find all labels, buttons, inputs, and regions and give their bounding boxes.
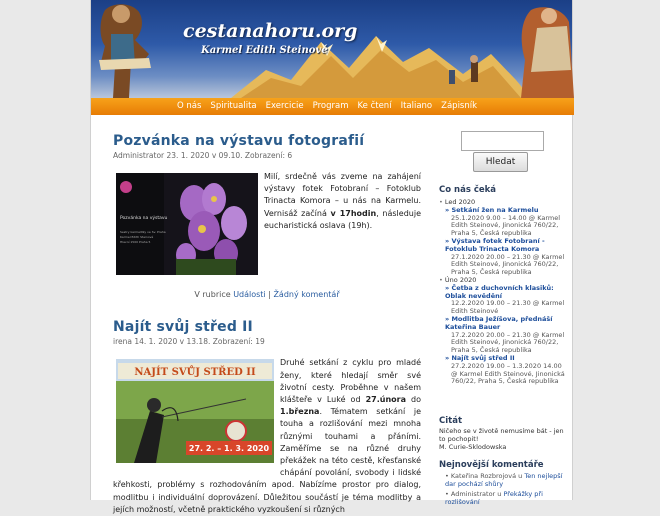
event-info: 17.2.2020 20.00 – 21.30 @ Karmel Edith Steinové, Jinonická 760/22, Praha 5, Česká republika <box>451 330 565 355</box>
quote-block <box>439 417 570 451</box>
comment-author: Administrator <box>450 490 496 498</box>
thumb-small-1: Sestry karmelitky ve Sv. Praha <box>120 230 166 234</box>
post-footer <box>113 283 421 301</box>
post-meta: Administrator 23. 1. 2020 v 09.10. Zobrazení: 6 <box>113 151 293 160</box>
event-link[interactable]: » Modlitba Ježíšova, přednáší Kateřina Bauer <box>445 316 570 332</box>
events-list <box>439 199 570 386</box>
comments-link[interactable]: Žádný komentář <box>273 290 340 300</box>
month-label: • Led 2020 <box>439 199 570 207</box>
event-link[interactable]: » Výstava fotek Fotobraní - Fotoklub Trinacta Komora <box>445 238 570 254</box>
main-nav <box>91 98 574 115</box>
event-info: 12.2.2020 19.00 – 21.30 @ Karmel Edith Steinové <box>451 299 565 316</box>
thumb-caption: Pozvánka na výstavu <box>120 216 168 221</box>
nav-item-exercicie[interactable]: Exercicie <box>265 101 304 111</box>
nav-item-zapisnik[interactable]: Zápisník <box>441 101 478 111</box>
event-item <box>445 238 570 277</box>
nav-item-ke-cteni[interactable]: Ke čtení <box>357 101 392 111</box>
search-input[interactable] <box>461 131 544 151</box>
post-text: , následuje eucharistická oslava (19h). <box>264 208 421 230</box>
flower-image <box>116 173 258 275</box>
comment-sep: u <box>516 472 525 480</box>
comment-author: Kateřina Rozbrojová <box>450 472 517 480</box>
header-artwork <box>91 0 574 98</box>
post-text-bold: 1.března <box>280 407 320 417</box>
month-label: • Úno 2020 <box>439 277 570 285</box>
event-link[interactable]: » Setkání žen na Karmelu <box>445 207 570 215</box>
nav-item-program[interactable]: Program <box>312 101 349 111</box>
search-button[interactable]: Hledat <box>473 152 528 172</box>
post-text-bold: 27.února <box>365 395 406 405</box>
category-link[interactable]: Události <box>233 290 266 300</box>
post-thumbnail[interactable] <box>116 359 274 467</box>
comment-item: • Administrator u Překážky při rozlišování <box>445 490 543 506</box>
comment-item: • Kateřina Rozbrojová u Ten nejlepší dar pochází shůry <box>445 472 563 488</box>
comments-heading: Nejnovější komentáře <box>439 460 544 470</box>
event-info: 27.1.2020 20.00 – 21.30 @ Karmel Edith Steinové, Jinonická 760/22, Praha 5, Česká republika <box>451 252 565 277</box>
poster-title: NAJÍT SVŮJ STŘED II <box>134 367 256 379</box>
nav-item-o-nas[interactable]: O nás <box>177 101 202 111</box>
post-body <box>113 171 421 301</box>
post-text: Milí, srdečně vás zveme na zahájení výstavy fotek Fotobraní – Fotoklub Trinacta Komora – u nás na Karmelu. Vernisáž začíná <box>264 172 421 218</box>
post-title[interactable]: Najít svůj střed II <box>113 319 253 336</box>
comment-post-link[interactable]: Překážky při rozlišování <box>445 490 543 506</box>
post-text: . Tématem setkání je touha a rozlišování mezi mnoha různými touhami a přáními. Zaměříme se na různé druhy překážek na této cestě, křesťanské chápání povolání, svobody i lidské křehkosti, problémy s rozhodováním apod. Nabízíme prostor pro dialog, modlitbu i individuální doprovázení. Důležitou součástí je téma modlitby a jejích možností, včetně praktického vyzkoušení si různých <box>113 407 421 514</box>
poster-image <box>116 359 274 463</box>
post-thumbnail[interactable] <box>116 173 258 279</box>
event-item <box>445 207 570 238</box>
post-text: do <box>405 395 422 405</box>
post-text: Druhé setkání z cyklu pro mladé ženy, které hledají směr své životní cesty. Proběhne v našem klášteře v Luké od <box>280 358 421 405</box>
event-info: 27.2.2020 19.00 – 1.3.2020 14.00 @ Karmel Edith Steinové, Jinonická 760/22, Praha 5, Česká republika <box>451 361 565 386</box>
recent-comments <box>439 461 570 506</box>
nav-item-italiano[interactable]: Italiano <box>400 101 433 111</box>
post-body <box>113 357 421 516</box>
quote-text: Ničeho se v životě nemusíme bát - jen to pochopit! <box>439 427 564 443</box>
post-meta: irena 14. 1. 2020 v 13.18. Zobrazení: 19 <box>113 337 265 347</box>
post-title[interactable]: Pozvánka na výstavu fotografií <box>113 133 365 149</box>
post-text-bold: v 17hodin <box>330 208 377 218</box>
page <box>90 0 573 514</box>
event-item <box>445 355 570 386</box>
event-item <box>445 316 570 355</box>
site-title[interactable]: cestanahoru.org <box>183 20 358 42</box>
event-info: 25.1.2020 9.00 – 14.00 @ Karmel Edith Steinové, Jinonická 760/22, Praha 5, Česká republika <box>451 213 561 238</box>
events-heading: Co nás čeká <box>439 185 497 195</box>
post <box>113 133 421 301</box>
post <box>113 319 421 516</box>
nav-item-spiritualita[interactable]: Spiritualita <box>210 101 257 111</box>
site-subtitle: Karmel Edith Steinové <box>201 45 328 56</box>
footer-sep: | <box>265 290 274 300</box>
quote-heading: Citát <box>439 416 463 426</box>
quote-author: M. Curie-Sklodowska <box>439 443 507 451</box>
sidebar <box>439 115 574 506</box>
event-item <box>445 285 570 316</box>
footer-prefix: V rubrice <box>194 290 234 300</box>
event-link[interactable]: » Najít svůj střed II <box>445 355 570 363</box>
event-link[interactable]: » Četba z duchovních klasiků: Oblak nevědění <box>445 285 570 301</box>
main-content <box>91 115 429 514</box>
poster-dates: 27. 2. – 1. 3. 2020 <box>188 444 270 454</box>
comment-post-link[interactable]: Ten nejlepší dar pochází shůry <box>445 472 563 488</box>
comment-sep: u <box>495 490 504 498</box>
thumb-small-3: Hlavní 1500 Praha 5 <box>120 240 151 244</box>
thumb-small-2: Karmel Edith Steinové <box>120 235 154 239</box>
site-header <box>91 0 572 98</box>
